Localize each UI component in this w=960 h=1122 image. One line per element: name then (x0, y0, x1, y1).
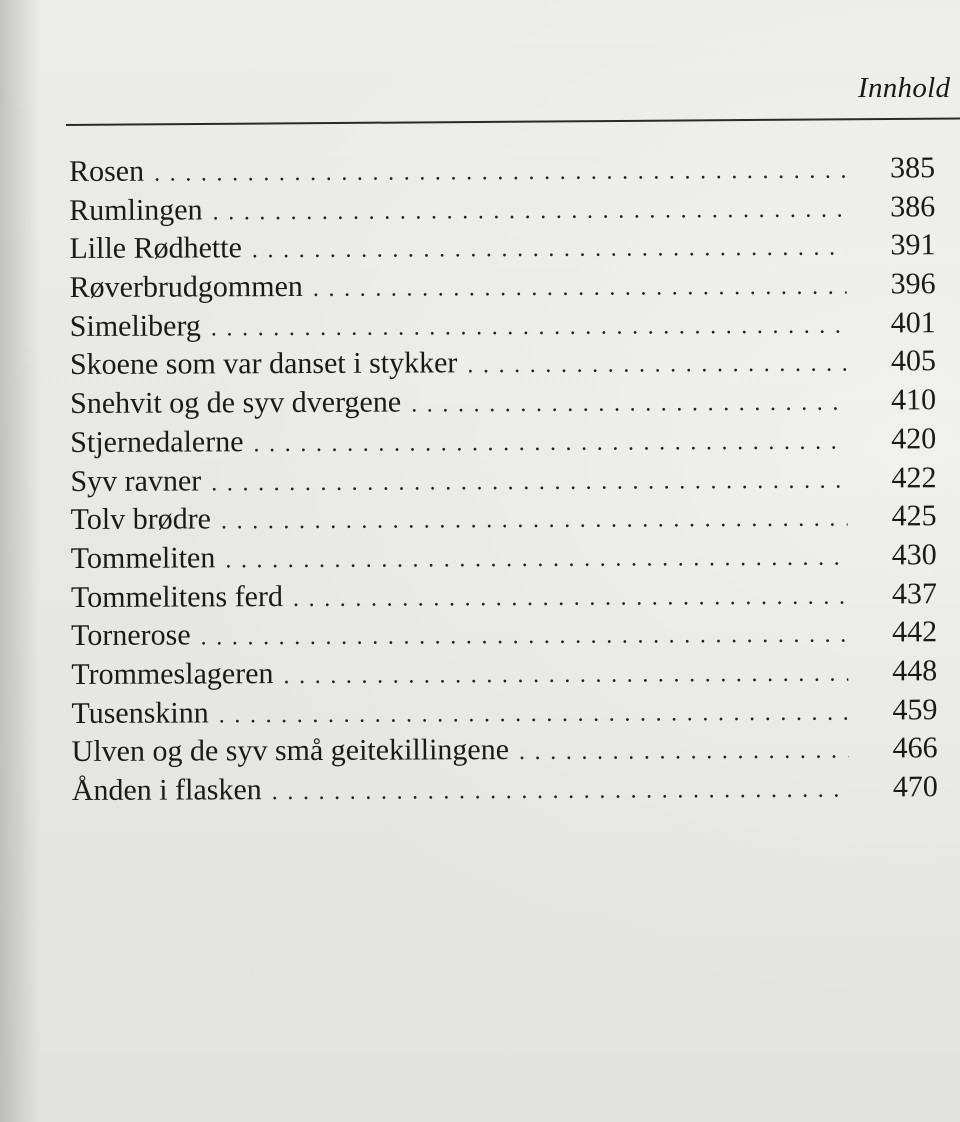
dot-leader (201, 616, 849, 658)
toc-entry-page: 425 (891, 499, 937, 533)
dot-leader (221, 500, 848, 541)
toc-entry-title: Lille Rødhette (69, 231, 242, 266)
dot-leader (293, 577, 848, 618)
toc-entry-title: Tommelitens ferd (70, 579, 284, 614)
toc-entry-title: Røverbrudgommen (69, 270, 303, 305)
dot-leader (213, 190, 847, 231)
dot-leader (225, 538, 848, 579)
toc-entry-page: 386 (890, 189, 936, 224)
table-of-contents (69, 149, 960, 811)
binding-shadow (0, 0, 40, 1122)
toc-entry-page: 470 (892, 770, 938, 804)
toc-entry (70, 304, 960, 347)
toc-entry (69, 149, 960, 192)
toc-entry-title: Rosen (69, 154, 145, 188)
dot-leader (283, 655, 848, 696)
toc-entry (71, 613, 960, 656)
toc-entry (71, 536, 960, 579)
toc-entry-page: 430 (891, 538, 937, 572)
toc-entry-title: Simeliberg (69, 309, 201, 343)
dot-leader (252, 229, 847, 270)
dot-leader (313, 268, 847, 309)
dot-leader (211, 461, 847, 502)
toc-entry-page: 391 (890, 228, 936, 262)
toc-entry-page: 396 (890, 267, 936, 301)
toc-entry-title: Tusenskinn (71, 696, 209, 730)
dot-leader (467, 345, 847, 385)
toc-entry-title: Tommeliten (70, 541, 216, 575)
toc-entry-title: Trommeslageren (71, 657, 274, 691)
toc-entry-page: 410 (891, 383, 937, 417)
toc-entry (72, 729, 960, 772)
toc-entry (70, 381, 960, 424)
toc-entry (70, 265, 960, 308)
toc-entry-title: Skoene som var danset i stykker (69, 346, 458, 382)
toc-entry (71, 652, 960, 695)
toc-entry-page: 437 (891, 576, 938, 610)
dot-leader (219, 693, 849, 734)
toc-entry-title: Tornerose (71, 618, 191, 653)
toc-entry-page: 459 (892, 692, 938, 727)
running-head: Innhold (858, 72, 951, 104)
toc-entry-page: 401 (890, 305, 936, 340)
toc-entry-title: Snehvit og de syv dvergene (70, 385, 402, 421)
toc-entry-page: 442 (892, 615, 938, 649)
toc-entry (70, 420, 960, 463)
toc-entry-page: 422 (891, 460, 937, 494)
toc-entry-page: 405 (890, 344, 936, 378)
dot-leader (154, 152, 846, 194)
toc-entry-title: Rumlingen (69, 193, 203, 227)
dot-leader (411, 384, 847, 425)
dot-leader (253, 422, 847, 463)
toc-entry-page: 448 (892, 654, 938, 688)
toc-entry-title: Tolv brødre (70, 502, 212, 537)
toc-entry (71, 497, 960, 540)
header-rule (66, 117, 960, 126)
toc-entry (71, 575, 960, 618)
dot-leader (272, 771, 849, 812)
toc-entry-page: 385 (890, 151, 936, 185)
toc-entry (69, 226, 960, 269)
toc-entry (69, 188, 960, 231)
dot-leader (519, 732, 849, 772)
toc-entry-title: Syv ravner (70, 463, 202, 498)
toc-entry (70, 459, 960, 502)
toc-entry (70, 343, 960, 386)
toc-entry-page: 466 (892, 731, 938, 765)
dot-leader (211, 306, 847, 347)
toc-entry (71, 691, 960, 734)
toc-entry-title: Ulven og de syv små geitekillingene (71, 733, 510, 769)
toc-entry-page: 420 (891, 422, 937, 456)
toc-entry-title: Ånden i flasken (71, 773, 262, 807)
toc-entry (72, 768, 960, 811)
toc-entry-title: Stjernedalerne (70, 425, 244, 459)
